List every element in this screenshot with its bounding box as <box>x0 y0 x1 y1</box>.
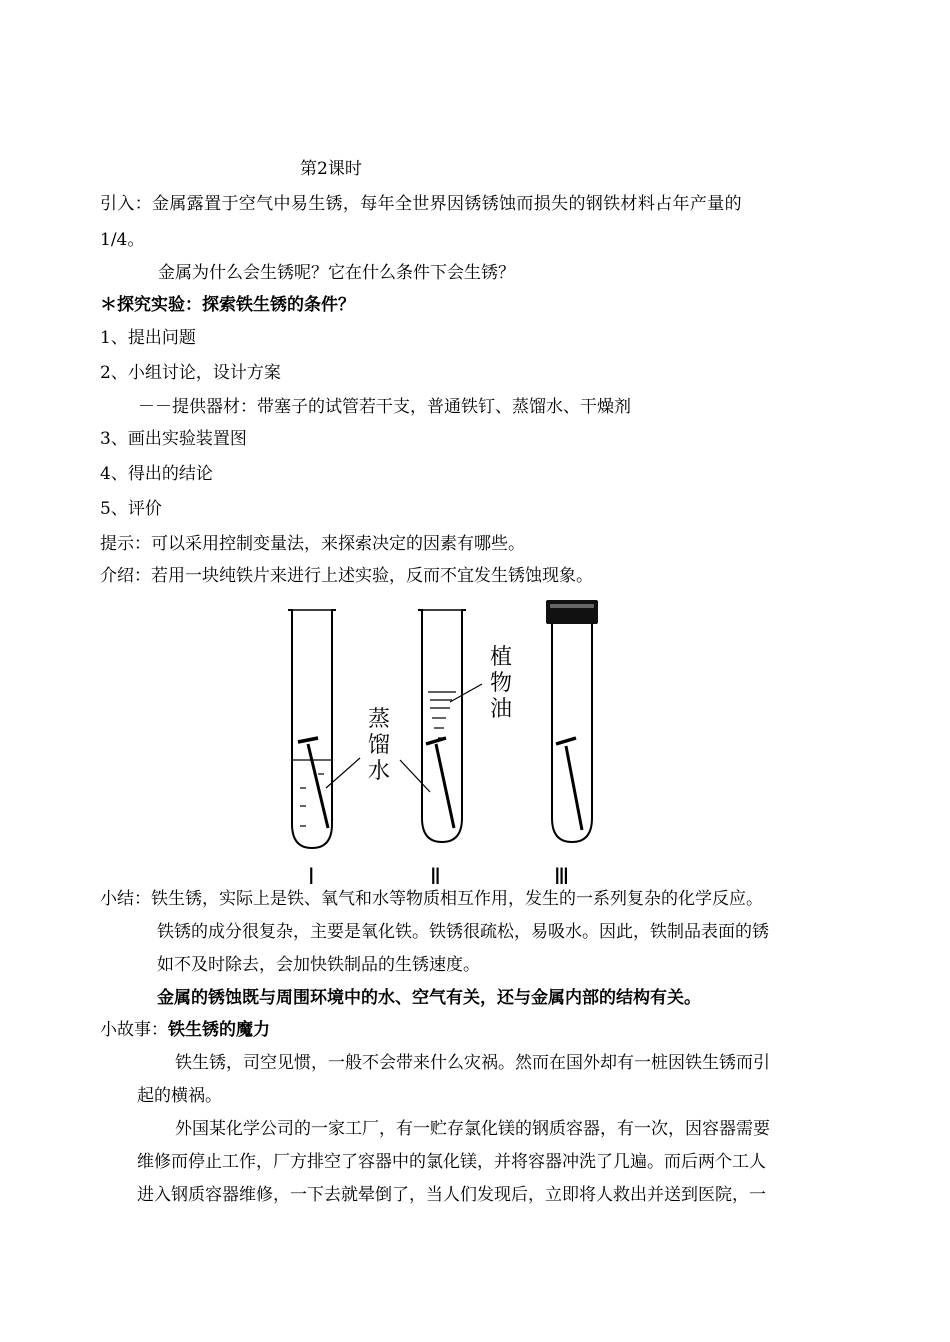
story-p2-line-1: 外国某化学公司的一家工厂，有一贮存氯化镁的钢质容器，有一次，因容器需要 <box>175 1119 770 1139</box>
summary-line-1: 小结：铁生锈，实际上是铁、氧气和水等物质相互作用，发生的一系列复杂的化学反应。 <box>100 889 763 909</box>
hint-line: 提示：可以采用控制变量法，来探索决定的因素有哪些。 <box>100 534 525 554</box>
summary-line-2: 铁锈的成分很复杂，主要是氧化铁。铁锈很疏松，易吸水。因此，铁制品表面的锈 <box>157 922 769 942</box>
test-tube-2 <box>418 610 466 842</box>
label-water: 蒸馏水 <box>368 707 391 784</box>
tube-label-2: Ⅱ <box>430 865 441 890</box>
step-3: 3、画出实验装置图 <box>100 429 247 449</box>
intro-question: 金属为什么会生锈呢？它在什么条件下会生锈？ <box>158 263 515 283</box>
step-5: 5、评价 <box>100 499 162 519</box>
step-1: 1、提出问题 <box>100 328 196 348</box>
tube-label-3: Ⅲ <box>554 865 570 890</box>
tube-label-1: Ⅰ <box>308 865 315 890</box>
test-tube-1 <box>288 610 336 848</box>
summary-bold-line: 金属的锈蚀既与周围环境中的水、空气有关，还与金属内部的结构有关。 <box>157 988 701 1008</box>
iron-nail-3 <box>556 738 582 830</box>
story-label: 小故事： <box>100 1020 168 1040</box>
experiment-heading: ＊探究实验：探索铁生锈的条件？ <box>100 295 355 315</box>
materials-line: －－提供器材：带塞子的试管若干支，普通铁钉、蒸馏水、干燥剂 <box>138 397 631 417</box>
summary-line-3: 如不及时除去，会加快铁制品的生锈速度。 <box>157 955 480 975</box>
label-oil: 植物油 <box>490 645 513 722</box>
story-p2-line-2: 维修而停止工作，厂方排空了容器中的氯化镁，并将容器冲洗了几遍。而后两个工人 <box>137 1152 766 1172</box>
note-line: 介绍：若用一块纯铁片来进行上述实验，反而不宜发生锈蚀现象。 <box>100 566 593 586</box>
story-heading <box>100 1019 270 1041</box>
story-title: 铁生锈的魔力 <box>168 1020 270 1040</box>
iron-nail-1 <box>298 738 328 828</box>
step-4: 4、得出的结论 <box>100 464 213 484</box>
test-tube-3 <box>552 620 592 842</box>
story-p2-line-3: 进入钢质容器维修，一下去就晕倒了，当人们发现后，立即将人救出并送到医院，一 <box>137 1185 766 1205</box>
iron-nail-2 <box>426 738 454 828</box>
intro-line-2: 1/4。 <box>100 230 145 250</box>
story-p1-line-2: 起的横祸。 <box>137 1086 222 1106</box>
lesson-title: 第2课时 <box>300 159 362 179</box>
test-tube-figure <box>270 592 610 892</box>
rubber-stopper <box>546 600 598 624</box>
step-2: 2、小组讨论，设计方案 <box>100 363 281 383</box>
story-p1-line-1: 铁生锈，司空见惯，一般不会带来什么灾祸。然而在国外却有一桩因铁生锈而引 <box>175 1053 770 1073</box>
intro-line-1: 引入：金属露置于空气中易生锈，每年全世界因锈锈蚀而损失的钢铁材料占年产量的 <box>100 194 742 214</box>
